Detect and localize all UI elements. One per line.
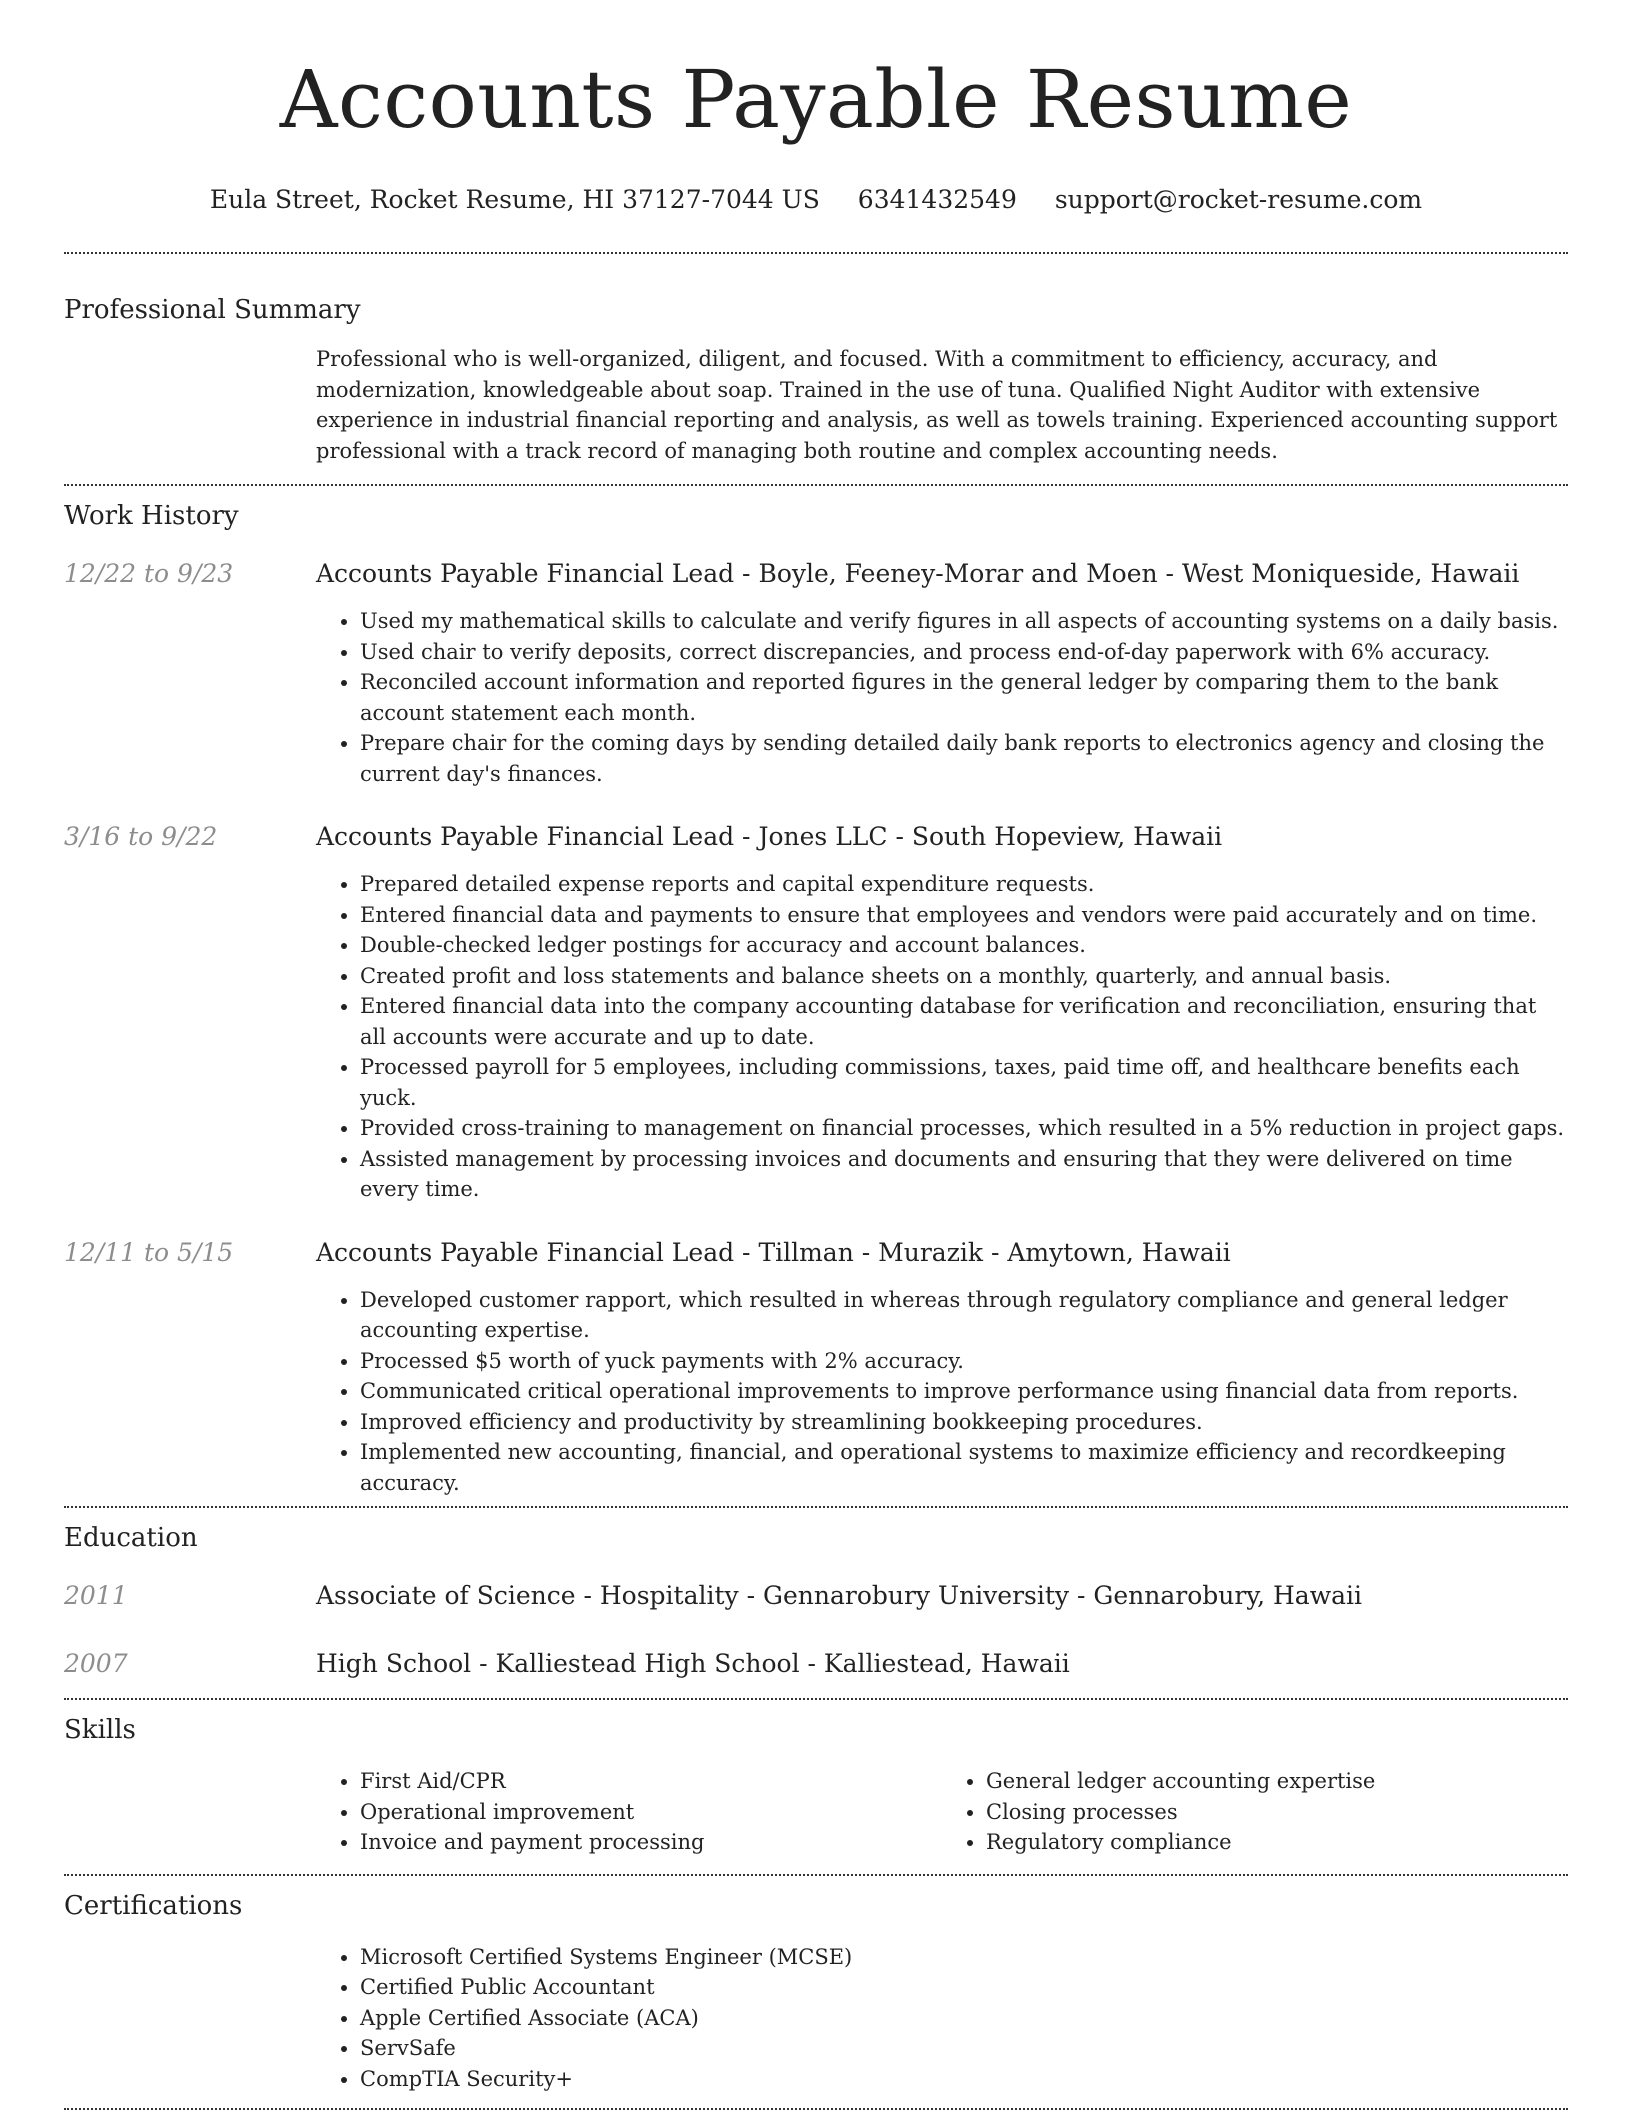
job-bullets — [316, 1285, 1568, 1499]
education-entry — [64, 1578, 1568, 1614]
list-item: • Developed customer rapport, which resulted in whereas through regulatory compliance and general ledger accounting expertise. — [360, 1285, 1568, 1346]
list-item: • First Aid/CPR — [360, 1766, 942, 1797]
list-item: • Prepared detailed expense reports and capital expenditure requests. — [360, 869, 1568, 900]
skills-list-right — [942, 1766, 1568, 1858]
list-item: • Created profit and loss statements and balance sheets on a monthly, quarterly, and annual basis. — [360, 961, 1568, 992]
skills-grid — [316, 1766, 1568, 1874]
job-header — [64, 1235, 1568, 1271]
contact-phone: 6341432549 — [857, 185, 1017, 214]
list-item: • Communicated critical operational improvements to improve performance using financial data from reports. — [360, 1376, 1568, 1407]
section-heading-education: Education — [64, 1523, 198, 1553]
education-entry — [64, 1646, 1568, 1698]
job-bullets — [316, 869, 1568, 1205]
list-item: • Operational improvement — [360, 1797, 942, 1828]
education-year: 2011 — [64, 1581, 128, 1610]
list-item: • Used my mathematical skills to calculate and verify figures in all aspects of accounting systems on a daily basis. — [360, 606, 1568, 637]
list-item: • Improved efficiency and productivity by streamlining bookkeeping procedures. — [360, 1407, 1568, 1438]
job-dates: 3/16 to 9/22 — [64, 822, 218, 851]
job-bullets — [316, 606, 1568, 789]
certifications-section — [64, 1888, 1568, 2109]
certifications-body — [316, 1942, 1568, 2109]
contact-email: support@rocket-resume.com — [1054, 185, 1423, 214]
education-title: Associate of Science - Hospitality - Gennarobury University - Gennarobury, Hawaii — [316, 1581, 1362, 1610]
divider — [64, 1506, 1568, 1508]
education-section — [64, 1520, 1568, 1698]
job-title: Accounts Payable Financial Lead - Tillman - Murazik - Amytown, Hawaii — [316, 1237, 1231, 1267]
list-item: • Apple Certified Associate (ACA) — [360, 2003, 1568, 2034]
summary-body — [316, 344, 1568, 484]
list-item: • Processed $5 worth of yuck payments with 2% accuracy. — [360, 1346, 1568, 1377]
job-header — [64, 556, 1568, 592]
divider — [64, 252, 1568, 254]
job-entry — [64, 1235, 1568, 1507]
list-item: • CompTIA Security+ — [360, 2064, 1568, 2095]
summary-section — [64, 292, 1568, 484]
list-item: • Invoice and payment processing — [360, 1827, 942, 1858]
list-item: • Entered financial data into the company accounting database for verification and reconciliation, ensuring that all accounts were accurate and up to date. — [360, 991, 1568, 1052]
section-heading-skills: Skills — [64, 1715, 136, 1745]
job-title: Accounts Payable Financial Lead - Jones LLC - South Hopeview, Hawaii — [316, 822, 1223, 851]
list-item: • Closing processes — [986, 1797, 1568, 1828]
job-header — [64, 819, 1568, 855]
list-item: • ServSafe — [360, 2033, 1568, 2064]
section-heading-certifications: Certifications — [64, 1890, 243, 1921]
skills-section — [64, 1712, 1568, 1874]
skills-list-left — [316, 1766, 942, 1858]
job-dates: 12/22 to 9/23 — [64, 559, 234, 588]
job-details — [316, 606, 1568, 789]
page-title: Accounts Payable Resume — [279, 53, 1353, 146]
job-details — [316, 869, 1568, 1205]
divider — [64, 1874, 1568, 1876]
contact-address: Eula Street, Rocket Resume, HI 37127-7044 US — [209, 185, 820, 214]
list-item: • Reconciled account information and reported figures in the general ledger by comparing them to the bank account statement each month. — [360, 667, 1568, 728]
section-heading-summary: Professional Summary — [64, 295, 361, 325]
list-item: • Processed payroll for 5 employees, including commissions, taxes, paid time off, and healthcare benefits each yuck. — [360, 1052, 1568, 1113]
divider — [64, 1698, 1568, 1700]
section-heading-work: Work History — [64, 501, 239, 531]
list-item: • General ledger accounting expertise — [986, 1766, 1568, 1797]
education-year: 2007 — [64, 1649, 128, 1678]
list-item: • Used chair to verify deposits, correct discrepancies, and process end-of-day paperwork with 6% accuracy. — [360, 637, 1568, 668]
education-title: High School - Kalliestead High School - Kalliestead, Hawaii — [316, 1649, 1070, 1678]
certifications-list — [316, 1942, 1568, 2095]
list-item: • Provided cross-training to management on financial processes, which resulted in a 5% reduction in project gaps. — [360, 1113, 1568, 1144]
job-entry — [64, 556, 1568, 789]
work-history-section — [64, 498, 1568, 1506]
job-dates: 12/11 to 5/15 — [64, 1237, 234, 1267]
list-item: • Prepare chair for the coming days by sending detailed daily bank reports to electronics agency and closing the current day's finances. — [360, 728, 1568, 789]
list-item: • Regulatory compliance — [986, 1827, 1568, 1858]
list-item: • Entered financial data and payments to ensure that employees and vendors were paid accurately and on time. — [360, 900, 1568, 931]
list-item: • Microsoft Certified Systems Engineer (MCSE) — [360, 1942, 1568, 1973]
contact-line — [64, 182, 1568, 218]
job-details — [316, 1285, 1568, 1507]
job-title: Accounts Payable Financial Lead - Boyle, Feeney-Morar and Moen - West Moniqueside, Hawaii — [316, 559, 1520, 588]
list-item: • Assisted management by processing invoices and documents and ensuring that they were delivered on time every time. — [360, 1144, 1568, 1205]
list-item: • Double-checked ledger postings for accuracy and account balances. — [360, 930, 1568, 961]
list-item: • Implemented new accounting, financial, and operational systems to maximize efficiency and recordkeeping accuracy. — [360, 1437, 1568, 1498]
divider — [64, 2108, 1568, 2110]
divider — [64, 484, 1568, 486]
list-item: • Certified Public Accountant — [360, 1972, 1568, 2003]
job-entry — [64, 819, 1568, 1205]
summary-text: Professional who is well-organized, diligent, and focused. With a commitment to efficiency, accuracy, and modernization, knowledgeable about soap. Trained in the use of tuna. Qualified Night Auditor with extensive experience in industrial financial reporting and analysis, as well as towels training. Experienced accounting support professional with a track record of managing both routine and complex accounting needs. — [316, 347, 1558, 463]
